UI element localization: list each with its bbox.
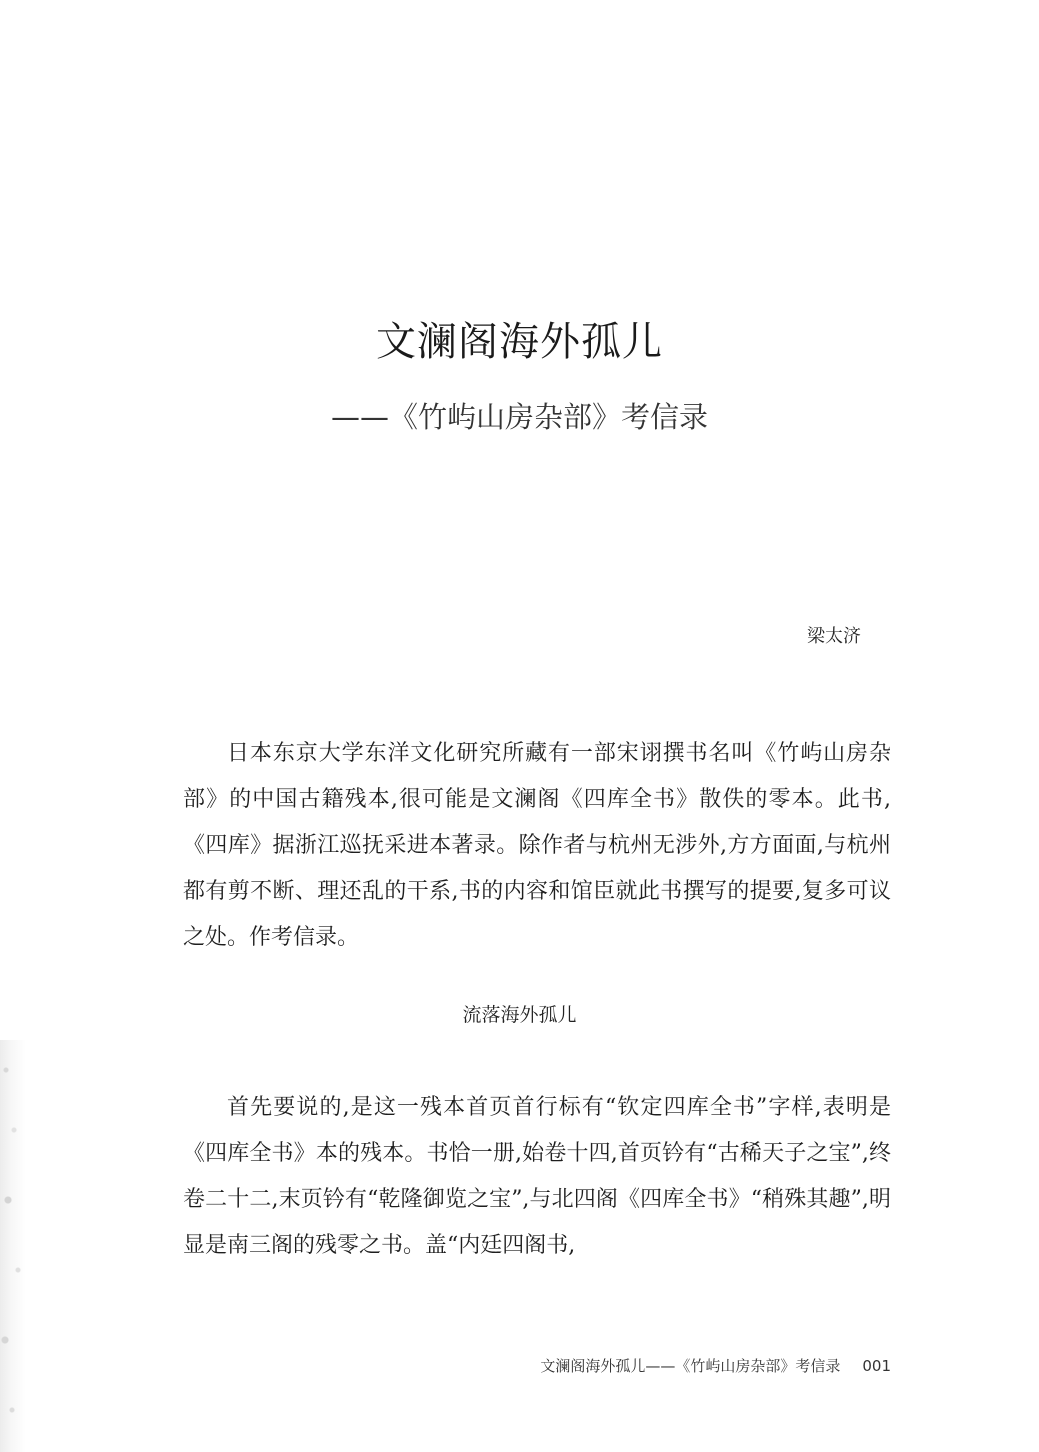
body-paragraph: 首先要说的,是这一残本首页首行标有“钦定四库全书”字样,表明是《四库全书》本的残本。书恰一册,始卷十四,首页钤有“古稀天子之宝”,终卷二十二,末页钤有“乾隆御览之宝”,与北四阁《四库全书》“稍殊其趣”,明显是南三阁的残零之书。盖“内廷四阁书, <box>183 1095 891 1258</box>
page-edge-texture <box>0 1040 26 1452</box>
page-footer <box>540 1355 891 1376</box>
author-name: 梁太济 <box>807 626 861 647</box>
section-heading: 流落海外孤儿 <box>462 1004 577 1026</box>
article-subtitle: ——《竹屿山房杂部》考信录 <box>330 400 708 434</box>
intro-paragraph: 日本东京大学东洋文化研究所藏有一部宋诩撰书名叫《竹屿山房杂部》的中国古籍残本,很可能是文澜阁《四库全书》散佚的零本。此书,《四库》据浙江巡抚采进本著录。除作者与杭州无涉外,方方面面,与杭州都有剪不断、理还乱的干系,书的内容和馆臣就此书撰写的提要,复多可议之处。作考信录。 <box>183 741 891 950</box>
running-title: 文澜阁海外孤儿——《竹屿山房杂部》考信录 <box>540 1357 841 1375</box>
page-number: 001 <box>862 1357 891 1375</box>
article-title: 文澜阁海外孤儿 <box>376 319 663 365</box>
